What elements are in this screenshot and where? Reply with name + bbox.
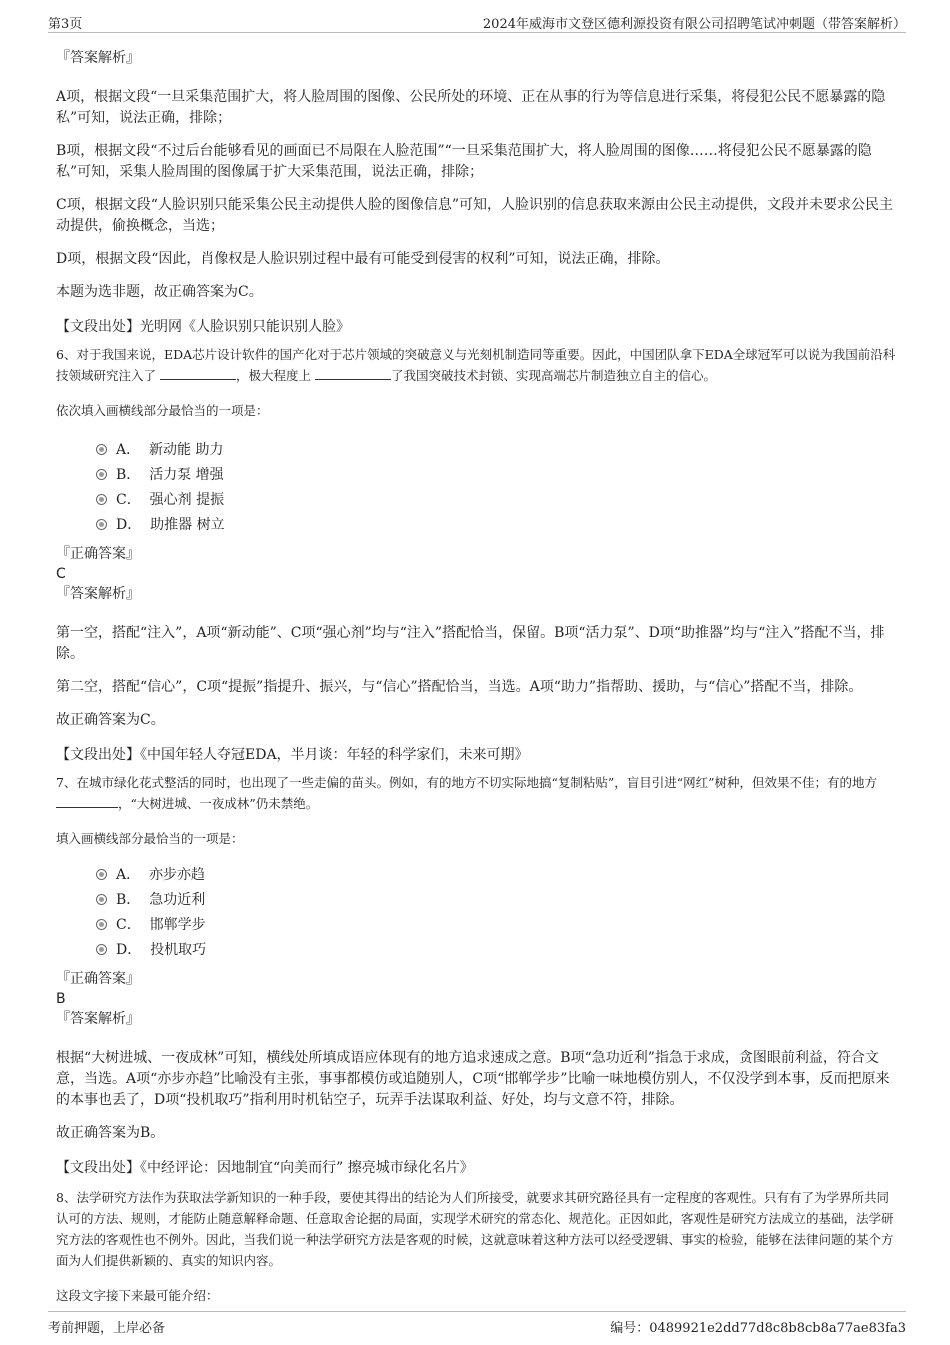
q6-options — [56, 436, 898, 536]
page-footer — [48, 1311, 906, 1338]
q7-blank — [56, 793, 118, 808]
q7-prompt: 填入画横线部分最恰当的一项是： — [56, 831, 244, 846]
q6-prompt: 依次填入画横线部分最恰当的一项是： — [56, 403, 269, 418]
q7-analysis-1: 根据“大树进城、一夜成林”可知，横线处所填成语应体现有的地方追求速成之意。B项“急功近利”指急于求成，贪图眼前利益，符合文意，当选。A项“亦步亦趋”比喻没有主张，事事都模仿或追随别人，C项“邯郸学步”比喻一味地模仿别人，不仅没学到本事，反而把原来的本事也丢了，D项“投机取巧”指利用时机钻空子，玩弄手法谋取利益、好处，均与文意不符，排除。 — [56, 1050, 890, 1108]
q7-correct-label: 『正确答案』 — [56, 971, 140, 987]
radio-icon[interactable] — [96, 869, 107, 880]
q5-analysis-d: D项，根据文段“因此，肖像权是人脸识别过程中最有可能受到侵害的权利”可知，说法正确，排除。 — [56, 251, 670, 267]
page-content — [56, 38, 898, 1306]
option-text: 急功近利 — [149, 892, 206, 908]
page-number: 第3页 — [48, 17, 83, 32]
q6-option-a[interactable] — [56, 436, 898, 461]
q6-option-d[interactable] — [56, 511, 898, 536]
q7-source — [56, 1158, 898, 1179]
q8-stem: 8、法学研究方法作为获取法学新知识的一种手段，要使其得出的结论为人们所接受，就要求其研究路径具有一定程度的客观性。只有有了为学界所共同认可的方法、规则，才能防止随意解释命题、任意取舍论据的局面，实现学术研究的常态化、规范化。正因如此，客观性是研究方法成立的基础，法学研究方法的客观性也不例外。因此，当我们说一种法学研究方法是客观的时候，这就意味着这种方法可以经受逻辑、事实的检验，能够在法律问题的某个方面为人们提供新颖的、真实的知识内容。 — [56, 1190, 894, 1268]
q6-blank-1 — [160, 365, 236, 380]
option-key: D． — [116, 517, 142, 533]
q5-analysis-label: 『答案解析』 — [56, 50, 140, 66]
q6-blank-2 — [315, 365, 391, 380]
q7-answer: B — [56, 991, 66, 1007]
radio-icon[interactable] — [96, 444, 107, 455]
q7-stem — [56, 772, 898, 814]
source-text: 《中经评论：因地制宜“向美而行” 擦亮城市绿化名片》 — [140, 1160, 474, 1176]
q6-stem-part2: ，极大程度上 — [236, 368, 312, 383]
option-key: C． — [116, 492, 141, 508]
q7-stem-part1: 7、在城市绿化花式整活的同时，也出现了一些走偏的苗头。例如，有的地方不切实际地搞“复制粘贴”，盲目引进“网红”树种，但效果不佳；有的地方 — [56, 775, 878, 790]
q7-option-c[interactable] — [56, 911, 898, 936]
q5-source — [56, 317, 898, 338]
q6-option-b[interactable] — [56, 461, 898, 486]
radio-icon[interactable] — [96, 919, 107, 930]
option-key: A． — [116, 867, 141, 883]
option-text: 活力泵 增强 — [149, 467, 224, 483]
footer-slogan: 考前押题，上岸必备 — [48, 1321, 166, 1336]
q7-options — [56, 861, 898, 961]
source-label: 【文段出处】 — [56, 1160, 140, 1176]
q6-analysis-1: 第一空，搭配“注入”，A项“新动能”、C项“强心剂”均与“注入”搭配恰当，保留。B项“活力泵”、D项“助推器”均与“注入”搭配不当，排除。 — [56, 625, 885, 662]
radio-icon[interactable] — [96, 469, 107, 480]
option-text: 邯郸学步 — [149, 917, 206, 933]
q6-stem-part3: 了我国突破技术封锁、实现高端芯片制造独立自主的信心。 — [391, 368, 717, 383]
q7-option-b[interactable] — [56, 886, 898, 911]
option-key: B． — [116, 467, 141, 483]
q6-analysis-2: 第二空，搭配“信心”，C项“提振”指提升、振兴，与“信心”搭配恰当，当选。A项“助力”指帮助、援助，与“信心”搭配不当，排除。 — [56, 679, 863, 695]
option-key: C． — [116, 917, 141, 933]
q7-option-a[interactable] — [56, 861, 898, 886]
source-label: 【文段出处】 — [56, 747, 140, 763]
q7-option-d[interactable] — [56, 936, 898, 961]
q7-analysis-label: 『答案解析』 — [56, 1011, 140, 1027]
radio-icon[interactable] — [96, 519, 107, 530]
q6-conclusion: 故正确答案为C。 — [56, 712, 165, 728]
option-text: 新动能 助力 — [149, 442, 224, 458]
option-text: 强心剂 提振 — [149, 492, 225, 508]
radio-icon[interactable] — [96, 494, 107, 505]
radio-icon[interactable] — [96, 944, 107, 955]
page-header — [48, 10, 906, 33]
q7-stem-part2: ，“大树进城、一夜成林”仍未禁绝。 — [118, 796, 319, 811]
q6-correct-label: 『正确答案』 — [56, 546, 140, 562]
q6-answer: C — [56, 566, 66, 582]
source-text: 《中国年轻人夺冠EDA，半月谈：年轻的科学家们，未来可期》 — [140, 747, 529, 763]
q7-conclusion: 故正确答案为B。 — [56, 1125, 165, 1141]
q8-prompt: 这段文字接下来最可能介绍： — [56, 1288, 219, 1303]
q6-stem-part1: 6、对于我国来说，EDA芯片设计软件的国产化对于芯片领域的突破意义与光刻机制造同等重要。因此，中国团队拿下EDA全球冠军可以说为我国前沿科技领域研究注入了 — [56, 347, 896, 383]
option-text: 助推器 树立 — [150, 517, 225, 533]
q6-analysis-label: 『答案解析』 — [56, 586, 140, 602]
footer-code: 编号：0489921e2dd77d8c8b8cb8a77ae83fa3 — [610, 1321, 906, 1336]
radio-icon[interactable] — [96, 894, 107, 905]
q5-analysis-b: B项，根据文段“不过后台能够看见的画面已不局限在人脸范围”“一旦采集范围扩大，将人脸周围的图像……将侵犯公民不愿暴露的隐私”可知，采集人脸周围的图像属于扩大采集范围，说法正确，排除； — [56, 143, 872, 180]
q6-option-c[interactable] — [56, 486, 898, 511]
option-key: D． — [116, 942, 142, 958]
option-text: 投机取巧 — [150, 942, 207, 958]
source-text: 光明网《人脸识别只能识别人脸》 — [140, 319, 350, 335]
option-key: A． — [116, 442, 141, 458]
q5-conclusion: 本题为选非题，故正确答案为C。 — [56, 284, 263, 300]
q6-stem — [56, 344, 898, 386]
q5-analysis-a: A项，根据文段“一旦采集范围扩大，将人脸周围的图像、公民所处的环境、正在从事的行为等信息进行采集，将侵犯公民不愿暴露的隐私”可知，说法正确，排除； — [56, 89, 886, 126]
q6-source — [56, 745, 898, 766]
option-text: 亦步亦趋 — [149, 867, 206, 883]
document-title: 2024年威海市文登区德利源投资有限公司招聘笔试冲刺题（带答案解析） — [482, 17, 906, 32]
option-key: B． — [116, 892, 141, 908]
source-label: 【文段出处】 — [56, 319, 140, 335]
q5-analysis-c: C项，根据文段“人脸识别只能采集公民主动提供人脸的图像信息”可知，人脸识别的信息获取来源由公民主动提供，文段并未要求公民主动提供，偷换概念，当选； — [56, 197, 894, 234]
